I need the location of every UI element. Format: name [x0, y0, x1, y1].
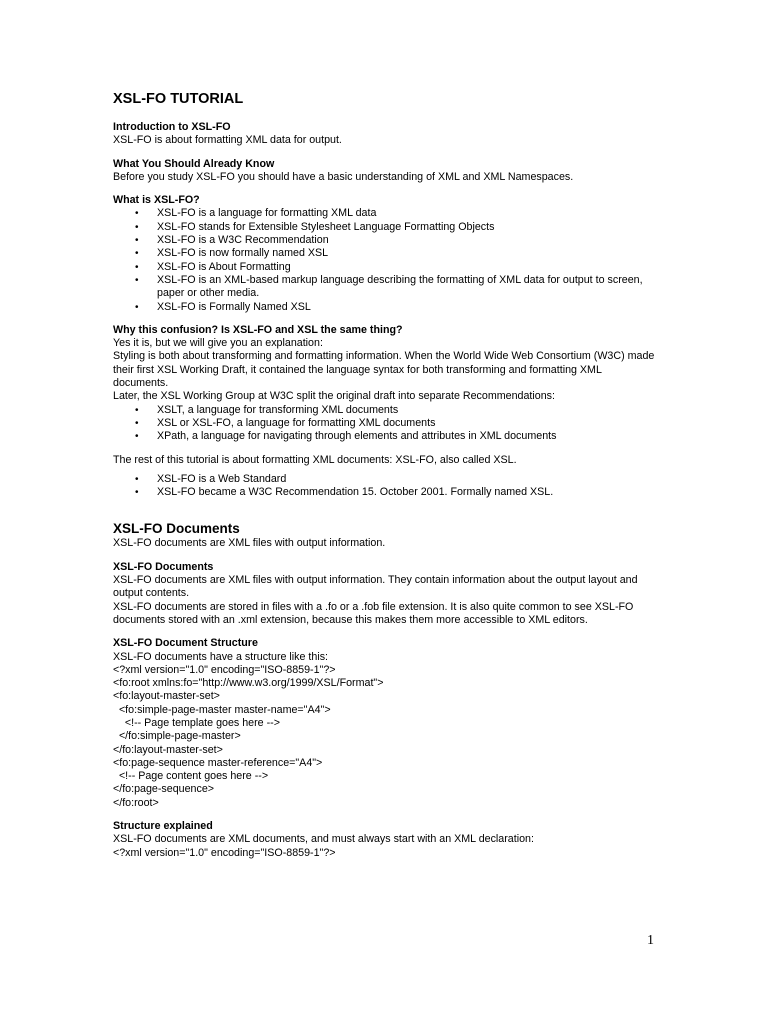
- code-line: <fo:simple-page-master master-name="A4">: [113, 703, 331, 716]
- list-item: • XSL or XSL-FO, a language for formatting XML documents: [157, 417, 658, 430]
- confusion-line3: Later, the XSL Working Group at W3C split the original draft into separate Recommendations:: [113, 390, 555, 403]
- list-item: • XSL-FO is Formally Named XSL: [157, 301, 658, 314]
- standard-list: [113, 473, 658, 500]
- list-item: • XPath, a language for navigating through elements and attributes in XML documents: [157, 430, 658, 443]
- code-line: </fo:layout-master-set>: [113, 743, 223, 756]
- confusion-line2: Styling is both about transforming and formatting information. When the World Wide Web Consortium (W3C) made their first XSL Working Draft, it contained the language syntax for both transforming and formatting XML documents.: [113, 350, 655, 390]
- structure-code: [113, 664, 658, 810]
- know-text: Before you study XSL-FO you should have a basic understanding of XML and XML Namespaces.: [113, 170, 574, 183]
- page-content: [113, 90, 658, 860]
- code-line: <?xml version="1.0" encoding="ISO-8859-1"?>: [113, 846, 336, 859]
- structure-heading: XSL-FO Document Structure: [113, 637, 258, 650]
- documents-sub-text2: XSL-FO documents are stored in files with a .fo or a .fob file extension. It is also quite common to see XSL-FO documents stored with an .xml extension, because this makes them more accessible to XML editors.: [113, 600, 634, 626]
- documents-text: XSL-FO documents are XML files with output information.: [113, 537, 386, 550]
- list-item: • XSL-FO is a Web Standard: [157, 473, 658, 486]
- list-item: • XSL-FO is an XML-based markup language describing the formatting of XML data for output to screen, paper or other media.: [157, 274, 658, 301]
- documents-sub-heading: XSL-FO Documents: [113, 560, 214, 573]
- list-item: • XSL-FO stands for Extensible Stylesheet Language Formatting Objects: [157, 221, 658, 234]
- explained-heading: Structure explained: [113, 820, 213, 833]
- document-title: XSL-FO TUTORIAL: [113, 91, 244, 107]
- confusion-heading: Why this confusion? Is XSL-FO and XSL the same thing?: [113, 323, 403, 336]
- code-line: <?xml version="1.0" encoding="ISO-8859-1"?>: [113, 663, 336, 676]
- what-list: [113, 207, 658, 313]
- list-item: • XSLT, a language for transforming XML documents: [157, 404, 658, 417]
- structure-text: XSL-FO documents have a structure like this:: [113, 650, 329, 663]
- recommendations-list: [113, 404, 658, 444]
- explained-code: [113, 847, 658, 860]
- documents-sub-text1: XSL-FO documents are XML files with output information. They contain information about the output layout and output contents.: [113, 574, 638, 600]
- intro-text: XSL-FO is about formatting XML data for output.: [113, 134, 342, 147]
- code-line: <!-- Page content goes here -->: [113, 770, 269, 783]
- know-heading: What You Should Already Know: [113, 157, 275, 170]
- page-number: 1: [647, 933, 654, 948]
- code-line: </fo:simple-page-master>: [113, 730, 241, 743]
- rest-text: The rest of this tutorial is about formatting XML documents: XSL-FO, also called XSL.: [113, 453, 517, 466]
- list-item: • XSL-FO is About Formatting: [157, 261, 658, 274]
- code-line: </fo:root>: [113, 796, 159, 809]
- what-heading: What is XSL-FO?: [113, 194, 200, 207]
- explained-text: XSL-FO documents are XML documents, and must always start with an XML declaration:: [113, 833, 534, 846]
- code-line: <fo:page-sequence master-reference="A4">: [113, 756, 323, 769]
- code-line: <fo:layout-master-set>: [113, 690, 220, 703]
- confusion-line1: Yes it is, but we will give you an explanation:: [113, 337, 323, 350]
- code-line: </fo:page-sequence>: [113, 783, 215, 796]
- documents-heading: XSL-FO Documents: [113, 521, 240, 537]
- code-line: <!-- Page template goes here -->: [113, 716, 280, 729]
- list-item: • XSL-FO is now formally named XSL: [157, 247, 658, 260]
- list-item: • XSL-FO is a language for formatting XML data: [157, 207, 658, 220]
- intro-heading: Introduction to XSL-FO: [113, 121, 231, 133]
- code-line: <fo:root xmlns:fo="http://www.w3.org/1999/XSL/Format">: [113, 677, 384, 690]
- list-item: • XSL-FO became a W3C Recommendation 15. October 2001. Formally named XSL.: [157, 486, 658, 499]
- list-item: • XSL-FO is a W3C Recommendation: [157, 234, 658, 247]
